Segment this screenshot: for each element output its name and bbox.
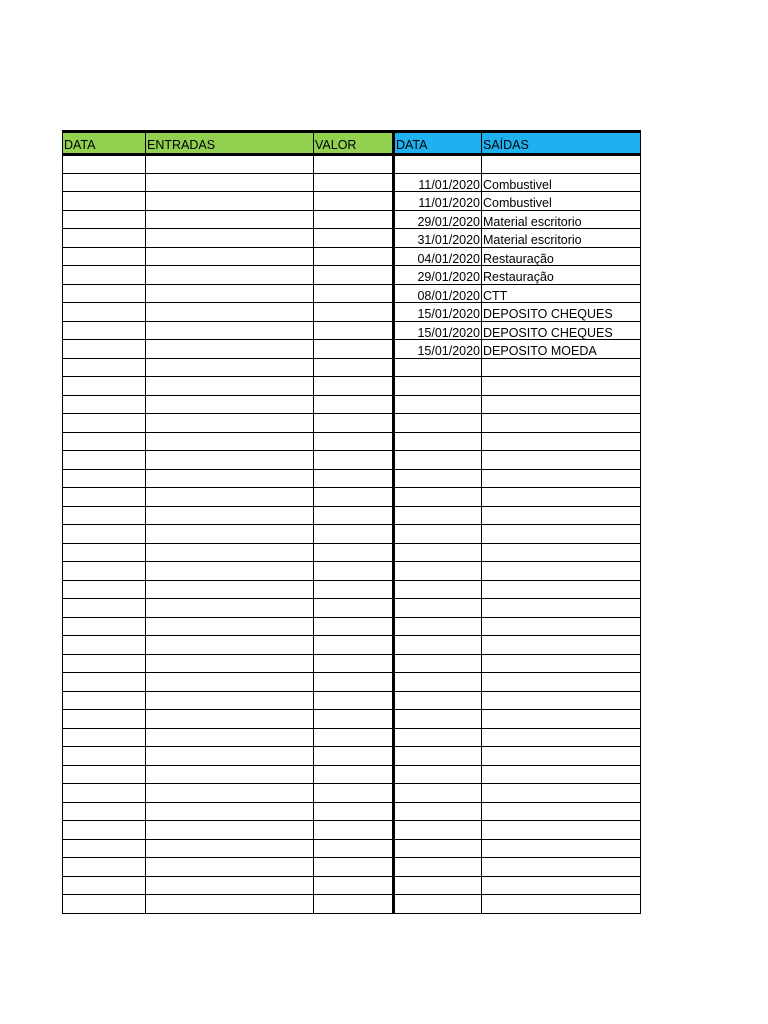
cell-data-saidas[interactable]: 04/01/2020 bbox=[394, 247, 482, 266]
cell-entradas[interactable] bbox=[146, 488, 314, 507]
cell-data-entradas[interactable] bbox=[63, 414, 146, 433]
cell-entradas[interactable] bbox=[146, 321, 314, 340]
cell-saidas[interactable] bbox=[482, 654, 641, 673]
cell-valor[interactable] bbox=[314, 488, 394, 507]
cell-entradas[interactable] bbox=[146, 543, 314, 562]
cell-saidas[interactable] bbox=[482, 525, 641, 544]
cell-valor[interactable] bbox=[314, 210, 394, 229]
cell-valor[interactable] bbox=[314, 728, 394, 747]
cell-data-saidas[interactable]: 29/01/2020 bbox=[394, 266, 482, 285]
cell-valor[interactable] bbox=[314, 617, 394, 636]
cell-data-saidas[interactable] bbox=[394, 599, 482, 618]
cell-data-saidas[interactable] bbox=[394, 358, 482, 377]
cell-data-saidas[interactable] bbox=[394, 469, 482, 488]
cell-data-entradas[interactable] bbox=[63, 876, 146, 895]
cell-saidas[interactable]: Restauração bbox=[482, 247, 641, 266]
cell-data-saidas[interactable] bbox=[394, 525, 482, 544]
table-row bbox=[63, 858, 641, 877]
header-valor[interactable]: VALOR bbox=[314, 132, 394, 155]
table-row bbox=[63, 691, 641, 710]
cell-saidas[interactable]: CTT bbox=[482, 284, 641, 303]
table-row bbox=[63, 488, 641, 507]
table-row bbox=[63, 284, 641, 303]
cell-data-entradas[interactable] bbox=[63, 802, 146, 821]
cell-data-entradas[interactable] bbox=[63, 173, 146, 192]
cell-data-entradas[interactable] bbox=[63, 784, 146, 803]
cell-data-saidas[interactable]: 15/01/2020 bbox=[394, 303, 482, 322]
table-row bbox=[63, 229, 641, 248]
cell-valor[interactable] bbox=[314, 414, 394, 433]
cell-entradas[interactable] bbox=[146, 654, 314, 673]
cell-valor[interactable] bbox=[314, 192, 394, 211]
table-row bbox=[63, 895, 641, 914]
cell-data-saidas[interactable] bbox=[394, 580, 482, 599]
table-row bbox=[63, 821, 641, 840]
cell-data-saidas[interactable] bbox=[394, 636, 482, 655]
cell-valor[interactable] bbox=[314, 839, 394, 858]
cell-entradas[interactable] bbox=[146, 691, 314, 710]
cell-valor[interactable] bbox=[314, 784, 394, 803]
cell-entradas[interactable] bbox=[146, 636, 314, 655]
table-row bbox=[63, 765, 641, 784]
cell-entradas[interactable] bbox=[146, 266, 314, 285]
cell-data-saidas[interactable]: 11/01/2020 bbox=[394, 173, 482, 192]
cell-entradas[interactable] bbox=[146, 895, 314, 914]
table-row bbox=[63, 414, 641, 433]
cell-entradas[interactable] bbox=[146, 562, 314, 581]
cell-valor[interactable] bbox=[314, 895, 394, 914]
cell-saidas[interactable] bbox=[482, 377, 641, 396]
cell-data-saidas[interactable] bbox=[394, 673, 482, 692]
cell-saidas[interactable] bbox=[482, 747, 641, 766]
cell-entradas[interactable] bbox=[146, 247, 314, 266]
header-entradas[interactable]: ENTRADAS bbox=[146, 132, 314, 155]
cell-data-saidas[interactable] bbox=[394, 432, 482, 451]
table-row bbox=[63, 802, 641, 821]
cell-valor[interactable] bbox=[314, 377, 394, 396]
cell-data-saidas[interactable]: 29/01/2020 bbox=[394, 210, 482, 229]
cell-data-entradas[interactable] bbox=[63, 895, 146, 914]
cell-data-saidas[interactable] bbox=[394, 802, 482, 821]
cell-valor[interactable] bbox=[314, 155, 394, 174]
table-row bbox=[63, 321, 641, 340]
cell-entradas[interactable] bbox=[146, 858, 314, 877]
table-row bbox=[63, 599, 641, 618]
cell-data-saidas[interactable] bbox=[394, 784, 482, 803]
cell-saidas[interactable]: Material escritorio bbox=[482, 229, 641, 248]
cell-valor[interactable] bbox=[314, 765, 394, 784]
cell-data-entradas[interactable] bbox=[63, 543, 146, 562]
cell-data-saidas[interactable] bbox=[394, 876, 482, 895]
cell-data-saidas[interactable] bbox=[394, 821, 482, 840]
cell-data-entradas[interactable] bbox=[63, 728, 146, 747]
cell-data-entradas[interactable] bbox=[63, 747, 146, 766]
cell-entradas[interactable] bbox=[146, 340, 314, 359]
table-row bbox=[63, 525, 641, 544]
cell-entradas[interactable] bbox=[146, 155, 314, 174]
cell-entradas[interactable] bbox=[146, 414, 314, 433]
table-row bbox=[63, 562, 641, 581]
cell-saidas[interactable]: DEPOSITO MOEDA bbox=[482, 340, 641, 359]
cell-saidas[interactable] bbox=[482, 414, 641, 433]
cell-entradas[interactable] bbox=[146, 673, 314, 692]
table-row bbox=[63, 432, 641, 451]
table-row bbox=[63, 210, 641, 229]
cell-entradas[interactable] bbox=[146, 173, 314, 192]
table-row bbox=[63, 303, 641, 322]
cell-valor[interactable] bbox=[314, 451, 394, 470]
cell-data-entradas[interactable] bbox=[63, 321, 146, 340]
cell-saidas[interactable] bbox=[482, 728, 641, 747]
cell-data-entradas[interactable] bbox=[63, 673, 146, 692]
cell-valor[interactable] bbox=[314, 543, 394, 562]
cell-data-entradas[interactable] bbox=[63, 451, 146, 470]
cell-saidas[interactable] bbox=[482, 543, 641, 562]
cell-data-saidas[interactable] bbox=[394, 728, 482, 747]
cell-data-entradas[interactable] bbox=[63, 469, 146, 488]
cell-valor[interactable] bbox=[314, 525, 394, 544]
cell-entradas[interactable] bbox=[146, 210, 314, 229]
cell-data-entradas[interactable] bbox=[63, 284, 146, 303]
cell-saidas[interactable]: DEPOSITO CHEQUES bbox=[482, 303, 641, 322]
cell-saidas[interactable] bbox=[482, 488, 641, 507]
cell-valor[interactable] bbox=[314, 266, 394, 285]
table-row bbox=[63, 173, 641, 192]
table-row bbox=[63, 580, 641, 599]
cell-saidas[interactable] bbox=[482, 562, 641, 581]
table-row bbox=[63, 617, 641, 636]
cell-valor[interactable] bbox=[314, 580, 394, 599]
cell-data-entradas[interactable] bbox=[63, 636, 146, 655]
cell-saidas[interactable] bbox=[482, 599, 641, 618]
cell-data-saidas[interactable] bbox=[394, 377, 482, 396]
table-row bbox=[63, 377, 641, 396]
cell-data-saidas[interactable] bbox=[394, 839, 482, 858]
table-row bbox=[63, 358, 641, 377]
table-body bbox=[63, 155, 641, 914]
cell-entradas[interactable] bbox=[146, 710, 314, 729]
cell-saidas[interactable] bbox=[482, 858, 641, 877]
cell-data-saidas[interactable] bbox=[394, 895, 482, 914]
cell-saidas[interactable] bbox=[482, 839, 641, 858]
table-row bbox=[63, 728, 641, 747]
table-row bbox=[63, 784, 641, 803]
cell-saidas[interactable]: DEPOSITO CHEQUES bbox=[482, 321, 641, 340]
cell-valor[interactable] bbox=[314, 599, 394, 618]
cell-entradas[interactable] bbox=[146, 303, 314, 322]
cell-saidas[interactable] bbox=[482, 358, 641, 377]
cell-data-entradas[interactable] bbox=[63, 432, 146, 451]
cell-valor[interactable] bbox=[314, 876, 394, 895]
table-row bbox=[63, 395, 641, 414]
table-row bbox=[63, 747, 641, 766]
cell-data-saidas[interactable] bbox=[394, 543, 482, 562]
cell-data-entradas[interactable] bbox=[63, 247, 146, 266]
cell-data-entradas[interactable] bbox=[63, 303, 146, 322]
cell-data-entradas[interactable] bbox=[63, 562, 146, 581]
table-row bbox=[63, 673, 641, 692]
cell-data-entradas[interactable] bbox=[63, 155, 146, 174]
cell-valor[interactable] bbox=[314, 358, 394, 377]
table-row bbox=[63, 247, 641, 266]
cell-saidas[interactable]: Combustivel bbox=[482, 192, 641, 211]
cell-saidas[interactable]: Combustivel bbox=[482, 173, 641, 192]
table-row bbox=[63, 654, 641, 673]
cell-saidas[interactable] bbox=[482, 432, 641, 451]
cell-valor[interactable] bbox=[314, 229, 394, 248]
cell-entradas[interactable] bbox=[146, 395, 314, 414]
spreadsheet-table bbox=[62, 130, 641, 914]
table-row bbox=[63, 636, 641, 655]
cell-data-saidas[interactable]: 15/01/2020 bbox=[394, 340, 482, 359]
cell-valor[interactable] bbox=[314, 691, 394, 710]
cell-saidas[interactable] bbox=[482, 802, 641, 821]
cell-data-entradas[interactable] bbox=[63, 617, 146, 636]
cell-valor[interactable] bbox=[314, 284, 394, 303]
cell-entradas[interactable] bbox=[146, 192, 314, 211]
cell-valor[interactable] bbox=[314, 562, 394, 581]
cell-valor[interactable] bbox=[314, 303, 394, 322]
cell-valor[interactable] bbox=[314, 654, 394, 673]
cell-saidas[interactable] bbox=[482, 691, 641, 710]
header-saidas[interactable]: SAÍDAS bbox=[482, 132, 641, 155]
cell-valor[interactable] bbox=[314, 395, 394, 414]
cell-saidas[interactable] bbox=[482, 580, 641, 599]
cell-entradas[interactable] bbox=[146, 821, 314, 840]
cell-data-saidas[interactable] bbox=[394, 617, 482, 636]
cell-saidas[interactable] bbox=[482, 469, 641, 488]
cell-entradas[interactable] bbox=[146, 506, 314, 525]
cell-data-entradas[interactable] bbox=[63, 266, 146, 285]
cell-saidas[interactable] bbox=[482, 506, 641, 525]
cell-entradas[interactable] bbox=[146, 876, 314, 895]
cell-valor[interactable] bbox=[314, 321, 394, 340]
table-row bbox=[63, 469, 641, 488]
table-row bbox=[63, 876, 641, 895]
cell-entradas[interactable] bbox=[146, 839, 314, 858]
cell-valor[interactable] bbox=[314, 432, 394, 451]
cell-data-entradas[interactable] bbox=[63, 654, 146, 673]
cell-data-entradas[interactable] bbox=[63, 377, 146, 396]
cell-data-saidas[interactable] bbox=[394, 691, 482, 710]
cell-entradas[interactable] bbox=[146, 784, 314, 803]
cell-data-entradas[interactable] bbox=[63, 488, 146, 507]
cell-saidas[interactable] bbox=[482, 895, 641, 914]
header-data-entradas[interactable]: DATA bbox=[63, 132, 146, 155]
cell-valor[interactable] bbox=[314, 247, 394, 266]
cell-data-saidas[interactable]: 11/01/2020 bbox=[394, 192, 482, 211]
cell-valor[interactable] bbox=[314, 469, 394, 488]
cell-data-entradas[interactable] bbox=[63, 580, 146, 599]
cell-data-saidas[interactable] bbox=[394, 506, 482, 525]
cell-data-saidas[interactable] bbox=[394, 155, 482, 174]
cell-saidas[interactable] bbox=[482, 876, 641, 895]
cell-saidas[interactable] bbox=[482, 673, 641, 692]
cell-saidas[interactable] bbox=[482, 821, 641, 840]
cell-data-entradas[interactable] bbox=[63, 395, 146, 414]
cell-data-entradas[interactable] bbox=[63, 229, 146, 248]
cell-data-saidas[interactable] bbox=[394, 654, 482, 673]
cell-data-entradas[interactable] bbox=[63, 358, 146, 377]
cell-entradas[interactable] bbox=[146, 229, 314, 248]
table-row bbox=[63, 155, 641, 174]
table-row bbox=[63, 506, 641, 525]
cell-valor[interactable] bbox=[314, 340, 394, 359]
header-row bbox=[63, 132, 641, 155]
cell-entradas[interactable] bbox=[146, 525, 314, 544]
cell-data-saidas[interactable] bbox=[394, 858, 482, 877]
table-row bbox=[63, 266, 641, 285]
cell-data-saidas[interactable]: 08/01/2020 bbox=[394, 284, 482, 303]
cell-saidas[interactable] bbox=[482, 710, 641, 729]
cell-entradas[interactable] bbox=[146, 358, 314, 377]
cell-data-saidas[interactable]: 15/01/2020 bbox=[394, 321, 482, 340]
cell-valor[interactable] bbox=[314, 173, 394, 192]
cell-valor[interactable] bbox=[314, 673, 394, 692]
table-row bbox=[63, 543, 641, 562]
cell-entradas[interactable] bbox=[146, 747, 314, 766]
cell-entradas[interactable] bbox=[146, 765, 314, 784]
cell-entradas[interactable] bbox=[146, 728, 314, 747]
cell-saidas[interactable]: Restauração bbox=[482, 266, 641, 285]
cell-valor[interactable] bbox=[314, 710, 394, 729]
cell-data-saidas[interactable] bbox=[394, 395, 482, 414]
cell-saidas[interactable] bbox=[482, 617, 641, 636]
table-row bbox=[63, 340, 641, 359]
cell-valor[interactable] bbox=[314, 858, 394, 877]
cell-entradas[interactable] bbox=[146, 377, 314, 396]
cell-data-entradas[interactable] bbox=[63, 192, 146, 211]
cell-data-entradas[interactable] bbox=[63, 710, 146, 729]
cell-saidas[interactable]: Material escritorio bbox=[482, 210, 641, 229]
cell-data-entradas[interactable] bbox=[63, 210, 146, 229]
cell-data-saidas[interactable] bbox=[394, 488, 482, 507]
cell-entradas[interactable] bbox=[146, 469, 314, 488]
cell-entradas[interactable] bbox=[146, 580, 314, 599]
cell-valor[interactable] bbox=[314, 636, 394, 655]
table-row bbox=[63, 451, 641, 470]
cell-data-saidas[interactable] bbox=[394, 765, 482, 784]
cell-saidas[interactable] bbox=[482, 765, 641, 784]
table-row bbox=[63, 839, 641, 858]
cell-valor[interactable] bbox=[314, 747, 394, 766]
table-row bbox=[63, 192, 641, 211]
cell-data-entradas[interactable] bbox=[63, 506, 146, 525]
cell-valor[interactable] bbox=[314, 506, 394, 525]
cell-entradas[interactable] bbox=[146, 432, 314, 451]
table-row bbox=[63, 710, 641, 729]
cell-data-saidas[interactable] bbox=[394, 562, 482, 581]
header-data-saidas[interactable]: DATA bbox=[394, 132, 482, 155]
cell-saidas[interactable] bbox=[482, 636, 641, 655]
cell-saidas[interactable] bbox=[482, 784, 641, 803]
cell-valor[interactable] bbox=[314, 802, 394, 821]
cell-valor[interactable] bbox=[314, 821, 394, 840]
cell-saidas[interactable] bbox=[482, 155, 641, 174]
cell-data-entradas[interactable] bbox=[63, 839, 146, 858]
cell-entradas[interactable] bbox=[146, 451, 314, 470]
cell-entradas[interactable] bbox=[146, 617, 314, 636]
cell-data-saidas[interactable] bbox=[394, 451, 482, 470]
cell-saidas[interactable] bbox=[482, 395, 641, 414]
cell-data-entradas[interactable] bbox=[63, 599, 146, 618]
cell-entradas[interactable] bbox=[146, 802, 314, 821]
cell-entradas[interactable] bbox=[146, 284, 314, 303]
cell-data-entradas[interactable] bbox=[63, 821, 146, 840]
cell-data-entradas[interactable] bbox=[63, 765, 146, 784]
cell-data-saidas[interactable] bbox=[394, 414, 482, 433]
cell-data-entradas[interactable] bbox=[63, 340, 146, 359]
cell-data-entradas[interactable] bbox=[63, 525, 146, 544]
cell-data-saidas[interactable]: 31/01/2020 bbox=[394, 229, 482, 248]
cell-data-entradas[interactable] bbox=[63, 691, 146, 710]
cell-entradas[interactable] bbox=[146, 599, 314, 618]
cell-saidas[interactable] bbox=[482, 451, 641, 470]
cell-data-entradas[interactable] bbox=[63, 858, 146, 877]
cell-data-saidas[interactable] bbox=[394, 747, 482, 766]
cell-data-saidas[interactable] bbox=[394, 710, 482, 729]
